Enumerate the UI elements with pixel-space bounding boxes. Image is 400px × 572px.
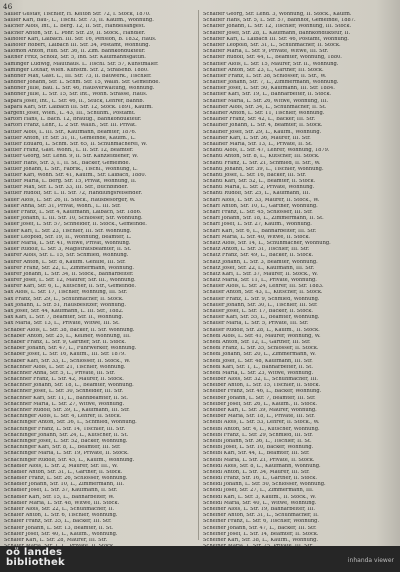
page-number: 46 <box>3 3 13 11</box>
directory-entry: Scharf Anton, Str. 10, L., Gärtner, Wohnung. <box>203 203 318 209</box>
directory-entry: Sailler Karl, Bau-, L., Tischl. Str. 73, II. Kaufm., Wohnung. <box>4 18 154 24</box>
directory-entry: Schantl Karl, Str. 52, L., Beamter, II. Stock. <box>203 179 316 185</box>
directory-entry: Schaffer Maria, L. Str. 9, Private, Witwe, III. Str. <box>203 49 329 55</box>
directory-entry: Scharf Josef, L. Str. 27, Kaufm., Wohnung. <box>203 222 312 228</box>
directory-entry: Scheidl Franz, Str. 16, L., Gärtner, II. Stock. <box>203 476 318 482</box>
directory-entry: Schachinger Alois, L. Str. 4, Lehrer, II. Stock. <box>4 414 122 420</box>
directory-entry: Schäfer Johann, L. Str. 13, Beamter, II. St. <box>4 525 114 531</box>
directory-entry: Sattler Eduard, L. Schm. Str. 65, II. Schuhmacherei, W. <box>4 141 147 147</box>
directory-entry: Schantl Johann, Str. 39, L., Tischler, Wohnung. <box>203 166 324 172</box>
directory-entry: Saminger Ludwig, Mauthaus. L. Tischl. Str. 57, Kunstmaler. <box>4 61 159 67</box>
directory-entry: Schauer Maria, L. Str. 5, Private, III. Str. <box>203 321 309 327</box>
directory-entry: Sandner Johann, Str. L. Schm. Str. 15, Wallh. Str. Gemeinde. <box>4 80 160 86</box>
directory-entry: Schatz Maria, Str. 11, L., Private, Wohnung. <box>203 278 317 284</box>
directory-entry: Schadler Josef, L. Str. 37, Kaufmann, II. Str. <box>4 488 118 494</box>
directory-entry: Scheiner Franz, L. Str. 6, Tischler, Wohnung. <box>203 519 320 525</box>
directory-entry: Scharf Alois, L. Str. 33, Maurer, II. Stock., W. <box>203 197 320 203</box>
directory-entry: Schachner Anna, Str. 5, L., Private, III. Str. <box>4 370 116 376</box>
directory-entry: Schadler Johann, Str. 10, L., Zimmermann, III. <box>4 482 125 488</box>
directory-entry: Scheiner Alois, L. Str. 19, Bahnarbeiter, III. <box>203 507 316 512</box>
directory-entry: Sattler Georg, Str. Lend. 9, II. Str. Kanzleidiener, W. <box>4 154 138 160</box>
logo-text-line1: oö landes <box>6 547 63 558</box>
directory-entry: Sauer Franz, L. Str. 4, Kaufmann, Laibach, Str. 1886. <box>4 210 142 215</box>
directory-entry: Salhofer Karl, Laibach. III. Str. 16, Pension, B. 1832, Haus. <box>4 36 157 42</box>
directory-entry: Schaffer Georg, Str. Lend. 3, Wohnung, II. Stock., Kaufm. <box>203 12 352 17</box>
directory-entry: Sauer Leopold, Str. 19, II., Wohnung, Beamter, L. <box>4 234 132 240</box>
directory-entry: Scheibl Josef, L. Str. 10, Bäcker, Wohnung. <box>203 445 314 451</box>
directory-entry: Schaffer Leopold, Str. 31, L., Schuhmacher, II. Stock. <box>203 42 341 48</box>
directory-entry: Sax Johann, L. Str. 51, Hausbesitzer, Wohnung. <box>4 302 126 308</box>
directory-entry: Schachinger Johann, Str. 24, L., Kutscher, II. St. <box>4 432 129 438</box>
directory-entry: Schaber Johann, Str. 47, L., Fuhrwerker, Wohnung. <box>4 346 137 352</box>
directory-entry: Scheibl Franz, L. Str. 29, Schmied, III. Str. <box>203 432 313 438</box>
directory-entry: Sandner Julie, L. Str. 15, Str. Int., Wohn. Strasse, Haus. <box>4 92 148 98</box>
left-column <box>4 12 193 546</box>
directory-entry: Schaber Karl, Str. 33, L., Schlosser, II. Stock., W. <box>4 358 131 364</box>
directory-entry: Scheidl Alois, Str. 8, L., Kaufmann, Wohnung. <box>203 463 321 469</box>
directory-entry: Scharf Karl, Str. 6, L., Bahnarbeiter, III. Str. <box>203 228 317 234</box>
directory-entry: Schantl Anton, Str. 8, L., Kutscher, III. Stock. <box>203 154 320 160</box>
directory-entry: Schantl Maria, L. Str. 2, Private, Wohnung. <box>203 185 315 191</box>
directory-entry: Scheiner Karl, Str. 38, L., Kaufm., Wohnung. <box>203 537 319 543</box>
directory-entry: Schachner Josef, L. Str. 30, Schneider, III. Str. <box>4 389 124 395</box>
directory-entry: Sapara Karl, Str. Laibach III. Str. 12, Stock. 1891, Kaufm. <box>4 104 153 110</box>
directory-entry: Sattler Karl, Wohn. Str. 41, Kaufm., Str. Laibach, 1880. <box>4 172 147 178</box>
directory-entry: Schedl Johann, Str. 20, L., Zimmermann, W. <box>203 352 316 358</box>
directory-entry: Sargent Josef, Wien., L. 43, III., Schuhm., Postamt. <box>4 111 136 116</box>
directory-entry: Schachinger Karl, Str. 8, L., Beamter, III. Str. <box>4 445 121 451</box>
directory-entry: Schaffler Alois, L. Str. 15, Maurer, Str. II., Wohnung. <box>203 61 339 67</box>
directory-entry: Schallner Johann, L. Str. 4, Beamter, II. Stock. <box>203 123 323 129</box>
directory-entry: Sax Franz, Str. 29, L., Schuhmacher, II. Stock. <box>4 296 124 302</box>
directory-entry: Saurer Johann, L. Str. 34, II. Stock., Bahnarbeiter. <box>4 271 134 277</box>
directory-entry: Schäfer Alois, Str. 22, L., Schuhmacher, II. <box>4 507 115 512</box>
directory-entry: Schedl Anton, Str. 12, L., Gärtner, III. Str. <box>203 339 311 345</box>
directory-entry: Schaber Alois, L. Str. 38, Bäcker, II. Str. Wohnung. <box>4 327 135 333</box>
directory-entry: Scheidl Josef, Str. 27, L., Zimmermann, III. <box>203 488 314 494</box>
directory-entry: Sauer Alois, L. Str. 26, II. Stock., Hausbesorger, W. <box>4 197 136 203</box>
directory-entry: Saltner Fritz, Scholz, Str. 5, Ind. Str. Kaufmannsgattin. <box>4 55 146 61</box>
directory-entry: Schedl Karl, Str. 1, L., Bahnarbeiter, II. St. <box>203 364 313 370</box>
directory-entry: Schachinger Anton, Str. 36, L., Schmied, Wohnung. <box>4 420 137 426</box>
directory-entry: Schachner Karl, Str. 11, L., Bahnbeamter, II. St. <box>4 395 128 401</box>
directory-entry: Schaber Anton, Str. 25, L., Kellner, Wohnung, III. <box>4 333 131 339</box>
directory-entry: Schaffler Anton, Str. 23, L., Gärtner, III. Stock. <box>203 67 324 73</box>
directory-entry: Schallner Alois, Str. 34, L., Schuhmacher, II. St. <box>203 104 327 110</box>
directory-entry: Schachner Johann, Str. 18, L., Beamter, Wohnung. <box>4 383 134 389</box>
directory-entry: Sattler Maria, L. Berg. Str. 15, Privat, Wohnung, II. <box>4 179 137 185</box>
directory-entry: Sauer Karl, L. Str. 23, Tischler, III. Str. Wohnung. <box>4 228 132 234</box>
directory-entry: Schaffer Josef, Str. 28, L. Kaufmann, Bahnkondukteur, II. <box>203 30 351 36</box>
directory-entry: Schedl Maria, L. Str. 23, Witwe, Wohnung. <box>203 370 314 376</box>
directory-entry: Scheiner Josef, L. Str. 14, Beamter, II. Stock. <box>203 531 319 537</box>
directory-entry: Sattler Anton, Tr. Str. 31, II., Gemeinde, Kaufm., L. <box>4 135 136 141</box>
directory-entry: Scheiber Johann, L. Str. 7, Beamter, III. Str. <box>203 395 316 401</box>
directory-entry: Sandner Max, Gast. L., III. Str. 73, II. Bauwerk., Tischler. <box>4 73 152 79</box>
directory-entry: Schallner Anton, L. Str. 11, Tischler, Wohnung. <box>203 111 325 116</box>
directory-entry: Scheibl Maria, L. Str. 21, Private, II. Stock. <box>203 457 315 463</box>
directory-entry: Sattler Johann, L. Str., Fabrik., Tischl., Wohnung, L. <box>4 166 138 172</box>
directory-entry: Schadler Franz, L. Str. 26, Schlosser, Wohnung. <box>4 476 128 482</box>
directory-entry: Scheiner Anton, Str. 31, L., Schuhmacher, II. <box>203 513 319 519</box>
directory-entry: Schachinger Rudolf, Str. 45, L., Kaufm., Wohnung. <box>4 457 135 463</box>
directory-entry: Scharf Franz, L. Str. 45, Schlosser, III. Str. <box>203 210 313 215</box>
directory-entry: Schachinger Josef, L. Str. 52, Bäcker, Wohnung. <box>4 438 128 444</box>
directory-entry: Schatz Johann, L. Str. 3, Beamter, Wohnung. <box>203 259 318 265</box>
directory-entry: Sandner Julie, Bau. L. Str. 46, Hausverwaltung, Wohnung. <box>4 86 155 92</box>
directory-entry: Sauer Rudolf, L. Str. 3, Magistratsbeamter, II. St. <box>4 247 132 253</box>
directory-entry: Sauer Josef, L. Str. 57, Schneider, II. Stock., Gemeinde. <box>4 222 147 228</box>
directory-entry: Schachinger Maria, L. Str. 19, Private, II. Stock. <box>4 451 129 457</box>
column-divider <box>198 10 199 540</box>
directory-entry: Schedl Franz, L. Str. 35, Schlosser, II. Stock. <box>203 346 319 352</box>
directory-entry: Schantl Franz, L. Str. 21, Schmied, II. Str., W. <box>203 160 321 166</box>
directory-entry: Schauer Johann, Str. 30, L., Tischler, III. Str. <box>203 302 318 308</box>
directory-entry: Saurer Josef, L. Str. 12, Maurer, Str. III., Wohnung. <box>4 278 136 284</box>
directory-entry: Salhofer Robert, Laibach III. Str. 34, Postamt, Wohnung. <box>4 42 151 48</box>
directory-entry: Saurer Alois, Str. L. 15, Str. Schmied, Wohnung. <box>4 253 129 259</box>
right-column <box>203 12 392 546</box>
directory-entry: Schauer Franz, L. Str. 9, Schmied, Wohnung. <box>203 296 320 302</box>
directory-entry: Scheiner Johann, Str. 47, L., Bäcker, III. Str. <box>203 525 317 531</box>
directory-entry: Sax Josef, Str. 44, Kaufmann, L. III. Str., 1882. <box>4 309 124 314</box>
directory-entry: Sattler Franz, Gast. Wohn., L. II. Str. 12, Beamter. <box>4 148 134 154</box>
directory-entry: Schallner Franz, Str. 42, L., Bäcker, III. Str. <box>203 117 316 123</box>
directory-entry: Sax Alois, L. Str. 17, Tischler, Wohnung, III. Str. <box>4 290 128 296</box>
directory-entry: Scheidl Johann, L. Str. 50, Schlosser, Wohnung. <box>203 482 326 488</box>
directory-entry: Sattler Hans, Str. 3, I., II. St., Bäcker, Gemeinde. <box>4 160 131 166</box>
directory-entry: Schäfer Karl, L. Str. 28, Maurer, III. Str. <box>4 537 108 543</box>
directory-entry: Schallner Karl, L. Str. 36, Maurer, III. Str. <box>203 135 311 141</box>
directory-entry: Sartori Franz, Lehr., L. 2 Str. Wallh., Str. III. Privat. <box>4 123 137 129</box>
directory-entry: Schantl Rudolf, Str. 25, L., Kaufmann, III. <box>203 191 311 197</box>
directory-entry: Schedl Alois, L. Str. 41, Maurer, Wohnung, W. <box>203 333 321 339</box>
directory-entry: Scheiber Alois, Str. 32, L., Schuhmacher, III. <box>203 377 319 383</box>
directory-entry: Schadler Karl, Str. 15, L., Bahnarbeiter, W. <box>4 494 115 500</box>
directory-entry: Sattler Rudolf, Str. L. II. Str. 72, Handlungsreisender. <box>4 191 143 197</box>
directory-entry: Scheiber Josef, Str. 26, L., Kaufm., II. Stock. <box>203 401 318 407</box>
directory-entry: Saurer Franz, Str. 22, L., Zimmermann, Wohnung. <box>4 265 135 271</box>
directory-entry: Scheidl Maria, Str. 40, L., Witwe, Wohnung. <box>203 500 317 506</box>
directory-entry: Salomon Anton, Rud. Str. 36, II. Zim. Bahnkondukteur. <box>4 49 146 55</box>
directory-entry: Scheibl Anton, Str. 4, L., Kutscher, Wohnung. <box>203 426 320 432</box>
directory-entry: Schauer Alois, L. Str. 24, Lehrer, III. Str. 1883. <box>203 284 324 290</box>
directory-entry: Sauer Johann, L. III. Str. 10, Schlosser, Str. Wohnung. <box>4 216 143 222</box>
directory-entry: Schaffer Johann, L. Str. 12, Tischler, Wohnung, III. Stock. <box>203 24 352 30</box>
directory-entry: Saminger Lothar, Wien. Kunstm. Str. 2, Straßenb. 1880. <box>4 67 149 73</box>
directory-entry: Schatz Josef, Str. 22, L., Kaufmann, III. Str. <box>203 265 315 271</box>
directory-entry: Scheibl Karl, Str. 44, L., Beamter, III. Str. <box>203 451 310 457</box>
directory-entry: Scheiber Karl, L. Str. 39, Maurer, Wohnung. <box>203 408 317 413</box>
viewer-label: inhanda viewer <box>347 557 394 564</box>
directory-entry: Schäfer Franz, Str. 35, L., Bäcker, III. Str. <box>4 519 112 525</box>
directory-entry: Sax Karl, L. Str. 7, Beamter, Str. II., Wohnung. <box>4 315 124 321</box>
directory-entry: Schachner Maria, L. Str. 27, Witwe, Wohnung. <box>4 401 125 407</box>
directory-entry: Sauer Maria, L. Str. 41, Witwe, Privat, Wohnung. <box>4 240 131 246</box>
directory-entry: Schadler Anton, Str. 31, L., Gärtner, II. Stock. <box>4 469 123 475</box>
directory-entry: Schadler Alois, L. Str. 2, Maurer, Str. III., W. <box>4 463 118 469</box>
directory-entry: Schauer Josef, L. Str. 17, Bäcker, II. Stock. <box>203 309 313 314</box>
directory-entry: Saurer Anton, L. Str. 8, Kaufm. Gehilfe, III. Str. <box>4 259 126 265</box>
logo-text-line2: bibliothek <box>6 557 65 568</box>
directory-entry: Scheiber Franz, Str. 46, L., Bäcker, Wohnung. <box>203 389 322 395</box>
directory-entry: Schatz Karl, L. Str. 37, Maurer, II. Stock., W. <box>203 271 318 277</box>
directory-entry: Schaffler Johann, Str. 7, L., Zimmermann, Wohnung. <box>203 80 339 86</box>
directory-entry: Salcher Alois, Int., L. Berg. 12, II. Str., Handelsangest. <box>4 24 146 30</box>
directory-entry: Sapara Josef, Int., L. Str. 46, II., Stück, Lehrer, Bahnb. <box>4 98 145 104</box>
directory-entry: Schäfer Anton, L. Str. 6, Tischler, Wohnung. <box>4 513 118 519</box>
directory-entry: Schaffer Rudolf, Str. 44, L., Beamter, Wohnung, 1880. <box>203 55 342 61</box>
directory-entry: Schaffer Hans, Str. 5, L. Str. 57, Bahnhof, Gemeinde, 1887. <box>203 18 356 24</box>
directory-entry: Schaber Franz, L. Str. 9, Gärtner, Str. II. Stock. <box>4 339 127 345</box>
directory-entry: Saurer Karl, Str. 6, L., Kutscher, II. Str., Gemeinde. <box>4 284 136 290</box>
directory-entry: Sauer Anna, Str. 31, Privat, Wohn., L. III. Str. <box>4 203 121 209</box>
directory-entry: Schäfer Josef, Str. 40, L., Kaufm., Wohnung. <box>4 531 118 537</box>
directory-entry: Schedl Josef, L. Str. 48, Kaufmann, III. Str. <box>203 358 313 364</box>
directory-entry: Schatz Franz, Str. 49, L., Bäcker, II. Stock. <box>203 253 314 259</box>
directory-entry: Schantl Alois, L. Str. 47, Lehrer, Wohnung, 1879. <box>203 148 330 154</box>
directory-entry: Schantl Josef, L. Str. 16, Bäcker, III. Str. <box>203 172 307 178</box>
directory-entry: Schatz Anton, L. Str. 31, Tischler, III. Str. <box>203 247 310 253</box>
directory-entry: Schachinger Franz, L. Str. 14, Tischler, III. Str. <box>4 426 126 432</box>
directory-entry: Schallner Maria, Str. 13, L., Private, II. St. <box>203 141 313 147</box>
directory-entry: Scharf Maria, L. Str. 40, Witwe, II. Stock. <box>203 234 311 240</box>
directory-entry: Schallner Josef, Str. 29, L., Kaufm., Wohnung. <box>203 129 322 135</box>
directory-entry: Schaffler Josef, L. Str. 50, Kaufmann, III. Str. 1884. <box>203 86 335 92</box>
directory-entry: Schachner Alois, L. Str. 21, Tischler, Wohnung. <box>4 364 126 370</box>
directory-entry: Schauer Karl, Str. 55, L., Beamter, Wohnung. <box>203 315 320 321</box>
directory-entry: Schauer Rudolf, Str. 28, L., Kaufm., II. Stock. <box>203 327 320 333</box>
directory-entry: Schachner Franz, L. Str. 42, Maurer, II. Stock. <box>4 377 124 383</box>
directory-entry: Scheidl Karl, L. Str. 3, Kaufm., II. Stock., W. <box>203 494 316 500</box>
directory-entry: Schaffler Karl, Str. 19, L., Bahnarbeiter, II. Stock. <box>203 92 332 98</box>
directory-entry: Schaffer Karl, L. Laibach III. Str. 46, Postamt, Wohnung. <box>203 36 349 42</box>
directory-entry: Scheiber Maria, Str. 18, L., Private, III. Str. <box>203 414 315 420</box>
directory-entry: Sattler Alois, L. III. Str., Kaufmann, Beamter, 1876. <box>4 129 137 135</box>
directory-entry: Salcher Anton, Str. L. Pöhr. Str. 29, II. Stock., Händler. <box>4 30 146 36</box>
directory-entry: Schaffler Franz, L. Str. 38, Schlosser, II. Str., W. <box>203 73 327 79</box>
directory-entry: Schaber Josef, L. Str. 16, Kaufm., III. Str. 1879. <box>4 352 126 358</box>
directory-entry: Sailler Gustav, Tischler, H. Keltoh Str. 72, I. Stock, 1870. <box>4 12 151 17</box>
directory-entry: Schauer Anton, Str. 43, L., Kutscher, II. Stock. <box>203 290 323 296</box>
directory-entry: Scheiber Anton, L. Str. 15, Tischler, II. Stock. <box>203 383 321 389</box>
directory-entry: Schachner Rudolf, Str. 39, L., Kaufmann, III. Str. <box>4 408 130 413</box>
directory-entry: Scheidl Anton, L. Str. 34, Maurer, III. Str. <box>203 469 310 475</box>
directory-entry: Scheibl Alois, L. Str. 53, Lehrer, II. Stock., W. <box>203 420 320 426</box>
directory-entry: Scheibl Johann, Str. 36, L., Tischler, II. St. <box>203 438 312 444</box>
directory-entry: Schatz Alois, Str. 14, L., Schuhmacher, Wohnung. <box>203 240 331 246</box>
directory-entry: Sax Maria, Str. 13, L., Private, Witwe, III. St. <box>4 321 120 327</box>
directory-entry: Sattler Max, Str. L. Str. 33, III. Str., Buchbinder. <box>4 185 128 191</box>
directory-entry: Sartori Hans, L. Bach. 12, Bräutig., Bahnkondukteur. <box>4 117 142 123</box>
directory-entry: Schaffler Maria, L. Str. 26, Witwe, Wohnung, III. <box>203 98 329 104</box>
directory-entry: Schadler Maria, L. Str. 48, Witwe, III. Stock. <box>4 500 120 506</box>
directory-entry: Scharf Johann, Str. 18, L., Zimmermann, II. St. <box>203 216 324 222</box>
library-logo <box>6 548 65 568</box>
